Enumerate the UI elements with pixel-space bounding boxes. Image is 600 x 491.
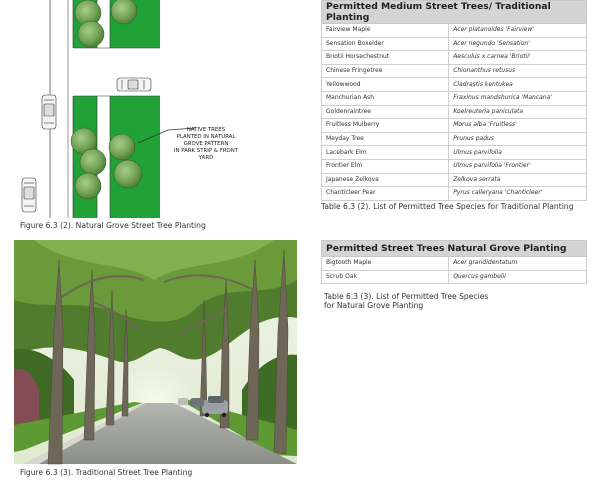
callout-line: NATIVE TREES	[186, 127, 226, 133]
common-name-cell: Sensation Boxelder	[322, 37, 449, 51]
table-row	[322, 270, 587, 284]
table-row	[322, 173, 587, 187]
table-title: Permitted Medium Street Trees/ Traditional Planting	[322, 1, 587, 24]
callout-label	[174, 127, 239, 161]
car-main-road-icon	[42, 95, 56, 129]
site-plan-drawing	[18, 0, 239, 218]
table-row	[322, 119, 587, 133]
common-name-cell: Japanese Zelkova	[322, 173, 449, 187]
table-row	[322, 132, 587, 146]
callout-line: IN PARK STRIP & FRONT	[173, 148, 239, 154]
grove-table-caption	[324, 292, 488, 310]
botanical-name-cell: Acer grandidentatum	[449, 257, 587, 271]
callout-line: GROVE PATTERN	[183, 141, 229, 147]
botanical-name-cell: Koelreuteria paniculata	[449, 105, 587, 119]
botanical-name-cell: Acer negundo 'Sensation'	[449, 37, 587, 51]
tree	[75, 173, 101, 199]
botanical-name-cell: Acer platanoides 'Fairview'	[449, 24, 587, 38]
table-row	[322, 187, 587, 201]
common-name-cell: Goldenraintree	[322, 105, 449, 119]
car-cross-street-icon	[117, 78, 151, 91]
botanical-name-cell: Chionanthus retusus	[449, 64, 587, 78]
tree	[114, 160, 142, 188]
traditional-planting-table	[321, 0, 587, 201]
botanical-name-cell: Zelkova serrata	[449, 173, 587, 187]
grove-caption-line: Table 6.3 (3). List of Permitted Tree Species	[324, 292, 489, 301]
tree	[109, 134, 135, 160]
botanical-name-cell: Ulmus parvifolia 'Frontier'	[449, 159, 587, 173]
table-row	[322, 159, 587, 173]
table-row	[322, 51, 587, 65]
common-name-cell: Manchurian Ash	[322, 91, 449, 105]
common-name-cell: Chanticleer Pear	[322, 187, 449, 201]
grove-caption-line: for Natural Grove Planting	[324, 301, 424, 310]
tree	[80, 149, 106, 175]
common-name-cell: Fairview Maple	[322, 24, 449, 38]
common-name-cell: Chinese Fringetree	[322, 64, 449, 78]
callout-line: YARD	[198, 155, 214, 161]
table-row	[322, 257, 587, 271]
common-name-cell: Mayday Tree	[322, 132, 449, 146]
botanical-name-cell: Aesculus x carnea 'Briotii'	[449, 51, 587, 65]
botanical-name-cell: Quercus gambelii	[449, 270, 587, 284]
figure-site-caption: Figure 6.3 (2). Natural Grove Street Tree Planting	[20, 221, 206, 230]
traditional-table-caption: Table 6.3 (2). List of Permitted Tree Species for Traditional Planting	[321, 202, 574, 211]
callout-line: PLANTED IN NATURAL	[176, 134, 236, 140]
table-row	[322, 91, 587, 105]
natural-grove-table	[321, 240, 587, 284]
common-name-cell: Frontier Elm	[322, 159, 449, 173]
botanical-name-cell: Fraxinus mandshurica 'Mancana'	[449, 91, 587, 105]
common-name-cell: Scrub Oak	[322, 270, 449, 284]
table-row	[322, 37, 587, 51]
table-row	[322, 24, 587, 38]
botanical-name-cell: Prunus padus	[449, 132, 587, 146]
table-row	[322, 146, 587, 160]
common-name-cell: Lacebark Elm	[322, 146, 449, 160]
common-name-cell: Bigtooth Maple	[322, 257, 449, 271]
botanical-name-cell: Cladrastis kentukea	[449, 78, 587, 92]
table-title: Permitted Street Trees Natural Grove Planting	[322, 241, 587, 257]
common-name-cell: Yellowwood	[322, 78, 449, 92]
botanical-name-cell: Ulmus parvifolia	[449, 146, 587, 160]
common-name-cell: Briotii Horsechestnut	[322, 51, 449, 65]
common-name-cell: Fruitless Mulberry	[322, 119, 449, 133]
street-tree-photo	[14, 240, 297, 464]
table-row	[322, 78, 587, 92]
table-row	[322, 105, 587, 119]
botanical-name-cell: Morus alba 'Fruitless'	[449, 119, 587, 133]
table-row	[322, 64, 587, 78]
car-lower-left-icon	[22, 178, 36, 212]
tree	[111, 0, 137, 24]
botanical-name-cell: Pyrus calleryana 'Chanticleer'	[449, 187, 587, 201]
tree	[78, 21, 104, 47]
figure-photo-caption: Figure 6.3 (3). Traditional Street Tree Planting	[20, 468, 193, 477]
